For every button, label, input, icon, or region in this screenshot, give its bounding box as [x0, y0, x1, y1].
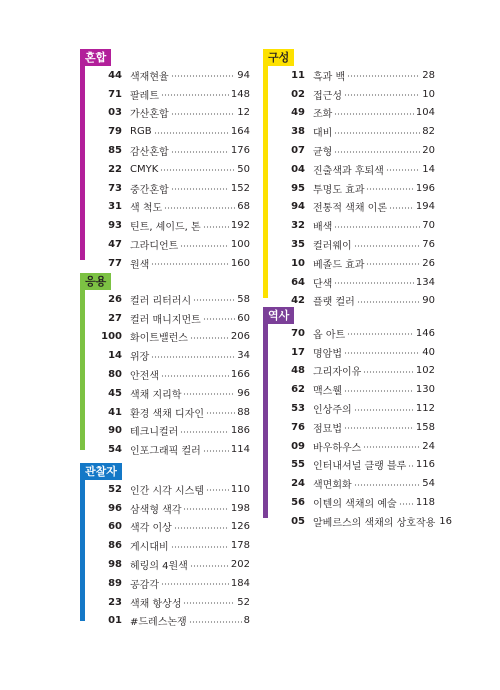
section-tag-application: 응용	[80, 273, 111, 290]
entry-title: 그라디언트	[130, 241, 179, 253]
entry-title: 색각 이상	[130, 523, 172, 535]
entry-number: 14	[108, 350, 122, 362]
dot-leader	[171, 75, 236, 77]
section-bar-application	[80, 290, 85, 450]
entry-number: 44	[108, 69, 122, 81]
entry-title: 삼색형 색각	[130, 504, 182, 516]
dot-leader	[171, 151, 229, 153]
entry-title: 색채 지리학	[130, 389, 182, 401]
entry-number: 76	[291, 421, 305, 433]
dot-leader	[151, 263, 229, 265]
dot-leader	[183, 602, 235, 604]
entry-title: 게시대비	[130, 542, 169, 554]
entry-page: 54	[422, 478, 435, 490]
entry-title: 그리자이유	[313, 367, 362, 379]
entry-page: 186	[230, 425, 250, 437]
entry-title: 점묘법	[313, 423, 342, 435]
dot-leader	[354, 245, 421, 247]
entry-title: 이텐의 색채의 예술	[313, 499, 397, 511]
entry-number: 26	[108, 293, 122, 305]
dot-leader	[161, 583, 229, 585]
dot-leader	[347, 333, 414, 335]
entry-page: 114	[230, 444, 250, 456]
toc-entry[interactable]	[281, 493, 435, 512]
toc-entry[interactable]	[281, 437, 435, 456]
entry-title: 안전색	[130, 371, 159, 383]
entry-title: 중간혼합	[130, 184, 169, 196]
toc-entry[interactable]	[281, 474, 435, 493]
dot-leader	[344, 94, 420, 96]
toc-entry[interactable]	[281, 418, 435, 437]
entry-page: 192	[230, 220, 250, 232]
entry-page: 20	[422, 145, 435, 157]
entry-page: 52	[237, 596, 250, 608]
entry-page: 8	[243, 615, 250, 627]
toc-entry[interactable]	[98, 254, 250, 273]
dot-leader	[154, 132, 229, 134]
toc-entry[interactable]	[281, 104, 435, 123]
entry-page: 94	[237, 69, 250, 81]
entry-number: 05	[291, 515, 305, 527]
toc-entry[interactable]	[281, 399, 435, 418]
entry-number: 64	[291, 276, 305, 288]
toc-entry[interactable]	[98, 235, 250, 254]
dot-leader	[344, 427, 414, 429]
entry-page: 146	[415, 327, 435, 339]
entry-title: 컬러 매니지먼트	[130, 314, 201, 326]
entry-page: 160	[230, 257, 250, 269]
dot-leader	[366, 188, 413, 190]
toc-entry[interactable]	[281, 343, 435, 362]
dot-leader	[189, 621, 242, 623]
entry-number: 47	[108, 239, 122, 251]
toc-entry[interactable]	[98, 141, 250, 160]
entry-number: 98	[108, 559, 122, 571]
entry-number: 04	[291, 163, 305, 175]
entry-title: 전통적 색채 이론	[313, 203, 387, 215]
entry-title: 색채 항상성	[130, 598, 182, 610]
dot-leader	[366, 263, 420, 265]
entry-page: 198	[230, 502, 250, 514]
dot-leader	[334, 151, 420, 153]
entry-title: 색 척도	[130, 203, 163, 215]
toc-entry[interactable]	[98, 122, 250, 141]
toc-entry[interactable]	[98, 574, 250, 593]
entry-title: 베졸드 효과	[313, 259, 365, 271]
toc-entry[interactable]	[281, 456, 435, 475]
entry-number: 48	[291, 365, 305, 377]
dot-leader	[354, 409, 414, 411]
entry-number: 27	[108, 312, 122, 324]
entry-title: 환경 색채 디자인	[130, 408, 204, 420]
toc-entry[interactable]	[98, 518, 250, 537]
entry-number: 86	[108, 540, 122, 552]
entry-number: 93	[108, 220, 122, 232]
entry-page: 102	[415, 365, 435, 377]
entry-number: 23	[108, 596, 122, 608]
entry-number: 22	[108, 163, 122, 175]
entry-title: 맥스웰	[313, 386, 342, 398]
toc-entry[interactable]	[98, 198, 250, 217]
entry-list-history	[281, 324, 453, 531]
entry-number: 41	[108, 406, 122, 418]
toc-entry[interactable]	[281, 216, 435, 235]
toc-entry[interactable]	[281, 122, 435, 141]
entry-title: CMYK	[130, 163, 159, 175]
dot-leader	[190, 565, 229, 567]
entry-list-application	[98, 290, 250, 459]
entry-number: 32	[291, 220, 305, 232]
entry-number: 35	[291, 239, 305, 251]
entry-page: 14	[422, 163, 435, 175]
toc-entry[interactable]	[281, 179, 435, 198]
entry-page: 16	[439, 515, 453, 527]
entry-page: 12	[237, 107, 250, 119]
entry-title: 색재현율	[130, 71, 169, 83]
entry-page: 152	[230, 182, 250, 194]
entry-page: 166	[230, 369, 250, 381]
toc-entry[interactable]	[281, 254, 435, 273]
entry-title: 바우하우스	[313, 442, 362, 454]
entry-page: 110	[230, 483, 250, 495]
section-tag-history: 역사	[263, 307, 294, 324]
dot-leader	[203, 226, 229, 228]
dot-leader	[164, 207, 235, 209]
toc-entry[interactable]	[281, 512, 453, 531]
entry-page: 34	[237, 350, 250, 362]
entry-number: 94	[291, 201, 305, 213]
entry-number: 71	[108, 88, 122, 100]
entry-number: 80	[108, 369, 122, 381]
dot-leader	[334, 132, 420, 134]
toc-entry[interactable]	[281, 235, 435, 254]
entry-page: 76	[422, 239, 435, 251]
entry-page: 178	[230, 540, 250, 552]
entry-title: 플랫 컬러	[313, 297, 355, 309]
toc-entry[interactable]	[98, 328, 250, 347]
toc-entry[interactable]	[98, 440, 250, 459]
section-bar-composition	[263, 66, 268, 298]
entry-number: 42	[291, 295, 305, 307]
entry-title: 테크니컬러	[130, 427, 179, 439]
entry-title: 인포그래픽 컬러	[130, 446, 201, 458]
toc-entry[interactable]	[281, 198, 435, 217]
dot-leader	[344, 352, 420, 354]
section-tag-observer: 관찰자	[80, 463, 122, 480]
dot-leader	[408, 465, 414, 467]
entry-title: 헤링의 4원색	[130, 561, 188, 573]
entry-page: 100	[230, 239, 250, 251]
entry-page: 24	[422, 440, 435, 452]
toc-entry[interactable]	[281, 160, 435, 179]
section-bar-mixing	[80, 66, 85, 260]
toc-entry[interactable]	[98, 309, 250, 328]
dot-leader	[363, 371, 414, 373]
entry-title: 공감각	[130, 579, 159, 591]
entry-number: 07	[291, 145, 305, 157]
entry-number: 49	[291, 107, 305, 119]
toc-entry[interactable]	[98, 85, 250, 104]
entry-list-composition	[281, 66, 435, 310]
entry-number: 73	[108, 182, 122, 194]
entry-number: 77	[108, 257, 122, 269]
entry-page: 130	[415, 384, 435, 396]
entry-number: 56	[291, 497, 305, 509]
dot-leader	[334, 282, 414, 284]
entry-number: 31	[108, 201, 122, 213]
toc-entry[interactable]	[98, 365, 250, 384]
entry-page: 148	[230, 88, 250, 100]
entry-number: 60	[108, 521, 122, 533]
section-history	[263, 307, 453, 529]
toc-entry[interactable]	[98, 179, 250, 198]
entry-title: RGB	[130, 126, 152, 138]
entry-number: 11	[291, 69, 305, 81]
entry-number: 70	[291, 327, 305, 339]
entry-page: 194	[415, 201, 435, 213]
entry-number: 01	[108, 615, 122, 627]
toc-entry[interactable]	[281, 85, 435, 104]
entry-page: 90	[422, 295, 435, 307]
toc-entry[interactable]	[98, 290, 250, 309]
entry-number: 52	[108, 483, 122, 495]
entry-page: 10	[422, 88, 435, 100]
entry-title: 균형	[313, 147, 333, 159]
entry-number: 38	[291, 126, 305, 138]
entry-title: 인상주의	[313, 405, 352, 417]
entry-number: 09	[291, 440, 305, 452]
toc-entry[interactable]	[281, 141, 435, 160]
entry-page: 158	[415, 421, 435, 433]
entry-number: 02	[291, 88, 305, 100]
section-tag-mixing: 혼합	[80, 49, 111, 66]
dot-leader	[363, 446, 420, 448]
dot-leader	[389, 207, 414, 209]
entry-page: 70	[422, 220, 435, 232]
dot-leader	[171, 113, 236, 115]
entry-title: 접근성	[313, 90, 342, 102]
entry-title: 조화	[313, 109, 333, 121]
toc-entry[interactable]	[98, 160, 250, 179]
entry-number: 62	[291, 384, 305, 396]
entry-title: 색면회화	[313, 480, 352, 492]
section-application	[80, 273, 250, 458]
dot-leader	[206, 489, 229, 491]
toc-entry[interactable]	[98, 66, 250, 85]
entry-number: 90	[108, 425, 122, 437]
entry-page: 68	[237, 201, 250, 213]
dot-leader	[180, 245, 229, 247]
toc-entry[interactable]	[98, 593, 250, 612]
entry-page: 104	[415, 107, 435, 119]
dot-leader	[399, 503, 414, 505]
entry-page: 112	[415, 403, 435, 415]
entry-page: 26	[422, 257, 435, 269]
entry-number: 17	[291, 346, 305, 358]
entry-title: 감산혼합	[130, 147, 169, 159]
entry-number: 55	[291, 459, 305, 471]
toc-entry[interactable]	[98, 403, 250, 422]
entry-number: 53	[291, 403, 305, 415]
entry-page: 184	[230, 577, 250, 589]
entry-number: 96	[108, 502, 122, 514]
dot-leader	[171, 188, 229, 190]
dot-leader	[334, 226, 420, 228]
entry-title: 진출색과 후퇴색	[313, 165, 384, 177]
dot-leader	[357, 301, 420, 303]
section-bar-history	[263, 324, 268, 518]
section-composition	[263, 49, 435, 309]
entry-number: 45	[108, 387, 122, 399]
entry-page: 58	[237, 293, 250, 305]
toc-entry[interactable]	[281, 273, 435, 292]
entry-title: #드레스논쟁	[130, 617, 187, 629]
toc-entry[interactable]	[281, 324, 435, 343]
toc-entry[interactable]	[98, 346, 250, 365]
section-tag-composition: 구성	[263, 49, 294, 66]
entry-page: 82	[422, 126, 435, 138]
dot-leader	[161, 375, 229, 377]
entry-page: 88	[237, 406, 250, 418]
dot-leader	[180, 431, 229, 433]
toc-entry[interactable]	[98, 555, 250, 574]
entry-title: 위장	[130, 352, 150, 364]
entry-page: 28	[422, 69, 435, 81]
entry-title: 원색	[130, 259, 150, 271]
section-bar-observer	[80, 480, 85, 621]
dot-leader	[183, 508, 228, 510]
entry-title: 컬러 리터러시	[130, 295, 192, 307]
entry-title: 대비	[313, 128, 333, 140]
entry-title: 틴트, 셰이드, 톤	[130, 222, 201, 234]
entry-page: 196	[415, 182, 435, 194]
toc-entry[interactable]	[281, 362, 435, 381]
entry-page: 126	[230, 521, 250, 533]
entry-title: 인간 시각 시스템	[130, 485, 204, 497]
toc-entry[interactable]	[98, 384, 250, 403]
entry-page: 96	[237, 387, 250, 399]
entry-page: 118	[415, 497, 435, 509]
entry-page: 202	[230, 559, 250, 571]
entry-number: 10	[291, 257, 305, 269]
dot-leader	[171, 546, 229, 548]
toc-entry[interactable]	[98, 480, 250, 499]
entry-title: 명암법	[313, 348, 342, 360]
entry-page: 60	[237, 312, 250, 324]
entry-number: 95	[291, 182, 305, 194]
entry-page: 116	[415, 459, 435, 471]
toc-entry[interactable]	[98, 499, 250, 518]
toc-entry[interactable]	[98, 104, 250, 123]
entry-number: 03	[108, 107, 122, 119]
section-observer	[80, 463, 250, 629]
entry-title: 단색	[313, 278, 333, 290]
dot-leader	[206, 412, 235, 414]
dot-leader	[203, 450, 229, 452]
toc-entry[interactable]	[98, 216, 250, 235]
section-mixing	[80, 49, 250, 271]
entry-title: 인터내셔널 클랭 블루	[313, 461, 407, 473]
entry-number: 100	[101, 331, 122, 343]
dot-leader	[161, 94, 229, 96]
entry-page: 176	[230, 145, 250, 157]
entry-number: 24	[291, 478, 305, 490]
dot-leader	[190, 337, 229, 339]
entry-page: 206	[230, 331, 250, 343]
dot-leader	[334, 113, 414, 115]
entry-title: 옵 아트	[313, 329, 346, 341]
entry-title: 팔레트	[130, 90, 159, 102]
entry-page: 50	[237, 163, 250, 175]
entry-page: 40	[422, 346, 435, 358]
dot-leader	[174, 527, 229, 529]
entry-number: 89	[108, 577, 122, 589]
entry-title: 배색	[313, 222, 333, 234]
entry-number: 54	[108, 444, 122, 456]
dot-leader	[354, 484, 421, 486]
toc-entry[interactable]	[98, 536, 250, 555]
entry-title: 화이트밸런스	[130, 333, 188, 345]
toc-entry[interactable]	[281, 380, 435, 399]
toc-entry[interactable]	[281, 66, 435, 85]
dot-leader	[151, 356, 235, 358]
entry-page: 134	[415, 276, 435, 288]
entry-title: 흑과 백	[313, 71, 346, 83]
entry-title: 투명도 효과	[313, 184, 365, 196]
entry-list-observer	[98, 480, 250, 630]
toc-entry[interactable]	[98, 422, 250, 441]
dot-leader	[160, 169, 235, 171]
dot-leader	[347, 75, 420, 77]
entry-list-mixing	[98, 66, 250, 273]
dot-leader	[183, 393, 235, 395]
entry-number: 85	[108, 145, 122, 157]
dot-leader	[344, 390, 414, 392]
entry-title: 알베르스의 색채의 상호작용	[313, 517, 436, 529]
entry-page: 164	[230, 126, 250, 138]
entry-title: 컬러웨이	[313, 241, 352, 253]
entry-number: 79	[108, 126, 122, 138]
toc-entry[interactable]	[98, 612, 250, 631]
dot-leader	[203, 318, 235, 320]
dot-leader	[193, 299, 235, 301]
entry-title: 가산혼합	[130, 109, 169, 121]
dot-leader	[386, 169, 420, 171]
